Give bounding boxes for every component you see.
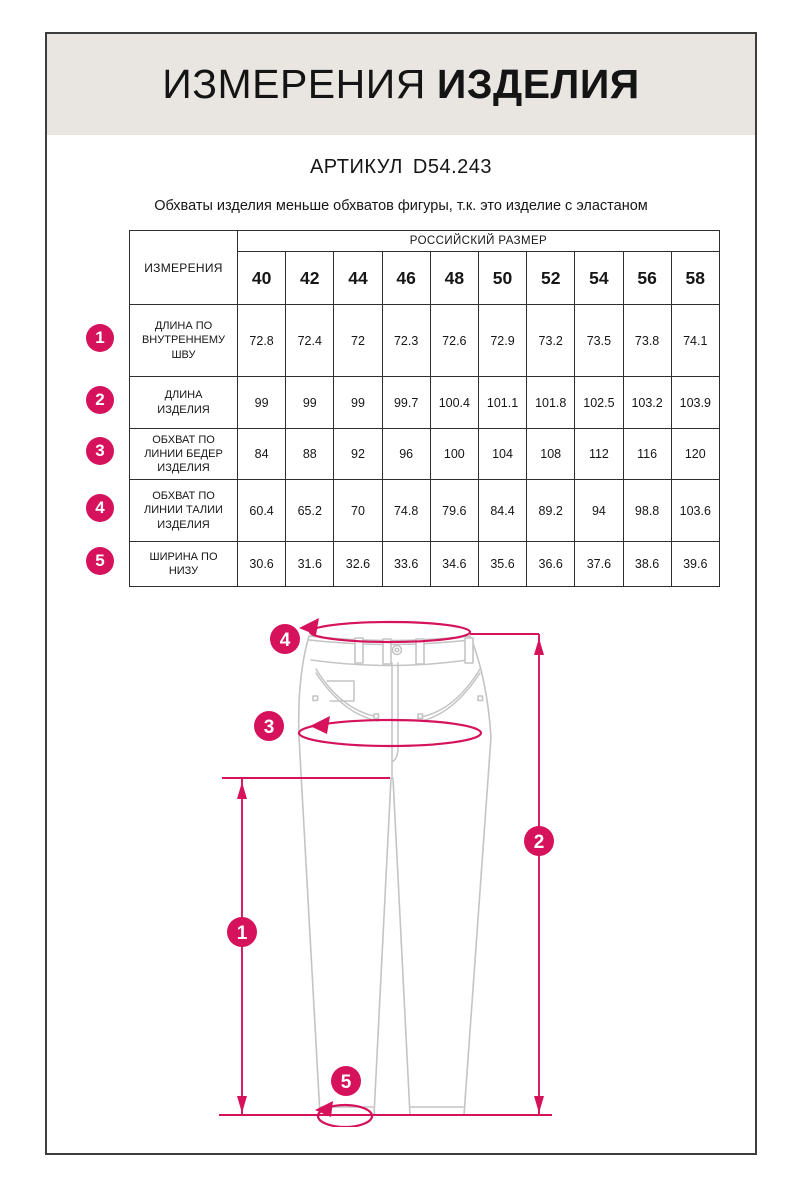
measurement-label-cell: ШИРИНА ПО НИЗУ xyxy=(130,542,238,587)
value-cell: 73.8 xyxy=(623,305,671,377)
size-header-cell: 50 xyxy=(478,252,526,305)
value-cell: 72.3 xyxy=(382,305,430,377)
value-cell: 34.6 xyxy=(430,542,478,587)
value-cell: 101.8 xyxy=(527,377,575,429)
pants-diagram xyxy=(47,597,759,1127)
rivet xyxy=(313,696,318,701)
value-cell: 101.1 xyxy=(478,377,526,429)
measurement-label-cell: ОБХВАТ ПО ЛИНИИ БЕДЕР ИЗДЕЛИЯ xyxy=(130,429,238,480)
page-border xyxy=(45,32,757,1155)
value-cell: 39.6 xyxy=(671,542,719,587)
value-cell: 94 xyxy=(575,480,623,542)
inseam-arrow-down xyxy=(237,1096,247,1113)
row-badge-2: 2 xyxy=(86,386,114,414)
page-title-regular: ИЗМЕРЕНИЯ xyxy=(162,61,426,107)
header-band xyxy=(47,34,755,135)
value-cell: 72 xyxy=(334,305,382,377)
rivet xyxy=(418,714,423,719)
measurement-label-cell: ДЛИНА ИЗДЕЛИЯ xyxy=(130,377,238,429)
value-cell: 84.4 xyxy=(478,480,526,542)
diagram-marker-2 xyxy=(524,826,554,856)
size-header-cell: 56 xyxy=(623,252,671,305)
value-cell: 116 xyxy=(623,429,671,480)
value-cell: 98.8 xyxy=(623,480,671,542)
size-header-cell: 46 xyxy=(382,252,430,305)
length-arrow-up xyxy=(534,638,544,655)
elastane-note: Обхваты изделия меньше обхватов фигуры, т.к. это изделие с эластаном xyxy=(154,198,648,214)
value-cell: 31.6 xyxy=(286,542,334,587)
table-row xyxy=(130,377,720,429)
value-cell: 92 xyxy=(334,429,382,480)
value-cell: 103.2 xyxy=(623,377,671,429)
value-cell: 65.2 xyxy=(286,480,334,542)
size-header-cell: 54 xyxy=(575,252,623,305)
marker-label: 2 xyxy=(533,832,545,853)
value-cell: 74.8 xyxy=(382,480,430,542)
marker-label: 4 xyxy=(279,630,291,651)
page-title-bold: ИЗДЕЛИЯ xyxy=(436,61,640,107)
value-cell: 30.6 xyxy=(238,542,286,587)
diagram-marker-5 xyxy=(331,1066,361,1096)
value-cell: 73.2 xyxy=(527,305,575,377)
measurement-label-cell: ОБХВАТ ПО ЛИНИИ ТАЛИИ ИЗДЕЛИЯ xyxy=(130,480,238,542)
size-header-cell: 42 xyxy=(286,252,334,305)
value-cell: 84 xyxy=(238,429,286,480)
diagram-marker-3 xyxy=(254,711,284,741)
value-cell: 104 xyxy=(478,429,526,480)
value-cell: 33.6 xyxy=(382,542,430,587)
row-badge-3: 3 xyxy=(86,437,114,465)
article-value: D54.243 xyxy=(412,156,493,178)
row-badge-4: 4 xyxy=(86,494,114,522)
size-group-header: РОССИЙСКИЙ РАЗМЕР xyxy=(238,231,720,252)
size-header-cell: 44 xyxy=(334,252,382,305)
value-cell: 100.4 xyxy=(430,377,478,429)
measurement-label-cell: ДЛИНА ПО ВНУТРЕННЕМУ ШВУ xyxy=(130,305,238,377)
row-badge-5: 5 xyxy=(86,547,114,575)
belt-loop xyxy=(416,639,424,664)
value-cell: 70 xyxy=(334,480,382,542)
value-cell: 103.6 xyxy=(671,480,719,542)
page-title xyxy=(162,61,640,108)
value-cell: 74.1 xyxy=(671,305,719,377)
marker-label: 5 xyxy=(340,1072,352,1093)
rivet xyxy=(478,696,483,701)
size-table xyxy=(129,230,720,587)
value-cell: 32.6 xyxy=(334,542,382,587)
length-arrow-down xyxy=(534,1096,544,1113)
value-cell: 72.4 xyxy=(286,305,334,377)
value-cell: 37.6 xyxy=(575,542,623,587)
value-cell: 36.6 xyxy=(527,542,575,587)
rivet xyxy=(374,714,379,719)
value-cell: 120 xyxy=(671,429,719,480)
table-row xyxy=(130,480,720,542)
value-cell: 99 xyxy=(334,377,382,429)
article-label: АРТИКУЛ xyxy=(309,156,403,178)
inseam-arrow-up xyxy=(237,782,247,799)
value-cell: 100 xyxy=(430,429,478,480)
table-row xyxy=(130,305,720,377)
value-cell: 112 xyxy=(575,429,623,480)
value-cell: 99.7 xyxy=(382,377,430,429)
belt-loop xyxy=(465,638,473,663)
size-header-cell: 40 xyxy=(238,252,286,305)
article-line xyxy=(47,156,755,179)
size-header-cell: 58 xyxy=(671,252,719,305)
table-row xyxy=(130,542,720,587)
value-cell: 89.2 xyxy=(527,480,575,542)
value-cell: 73.5 xyxy=(575,305,623,377)
value-cell: 88 xyxy=(286,429,334,480)
marker-label: 3 xyxy=(263,717,275,738)
value-cell: 96 xyxy=(382,429,430,480)
table-row xyxy=(130,429,720,480)
value-cell: 99 xyxy=(286,377,334,429)
diagram-marker-1 xyxy=(227,917,257,947)
value-cell: 72.8 xyxy=(238,305,286,377)
diagram-marker-4 xyxy=(270,624,300,654)
value-cell: 35.6 xyxy=(478,542,526,587)
pants-outline xyxy=(299,636,491,1115)
size-header-cell: 48 xyxy=(430,252,478,305)
size-header-cell: 52 xyxy=(527,252,575,305)
value-cell: 38.6 xyxy=(623,542,671,587)
value-cell: 102.5 xyxy=(575,377,623,429)
marker-label: 1 xyxy=(236,923,248,944)
value-cell: 60.4 xyxy=(238,480,286,542)
value-cell: 103.9 xyxy=(671,377,719,429)
value-cell: 72.9 xyxy=(478,305,526,377)
row-badge-1: 1 xyxy=(86,324,114,352)
measurements-column-header: ИЗМЕРЕНИЯ xyxy=(130,231,238,305)
value-cell: 99 xyxy=(238,377,286,429)
value-cell: 72.6 xyxy=(430,305,478,377)
value-cell: 108 xyxy=(527,429,575,480)
value-cell: 79.6 xyxy=(430,480,478,542)
